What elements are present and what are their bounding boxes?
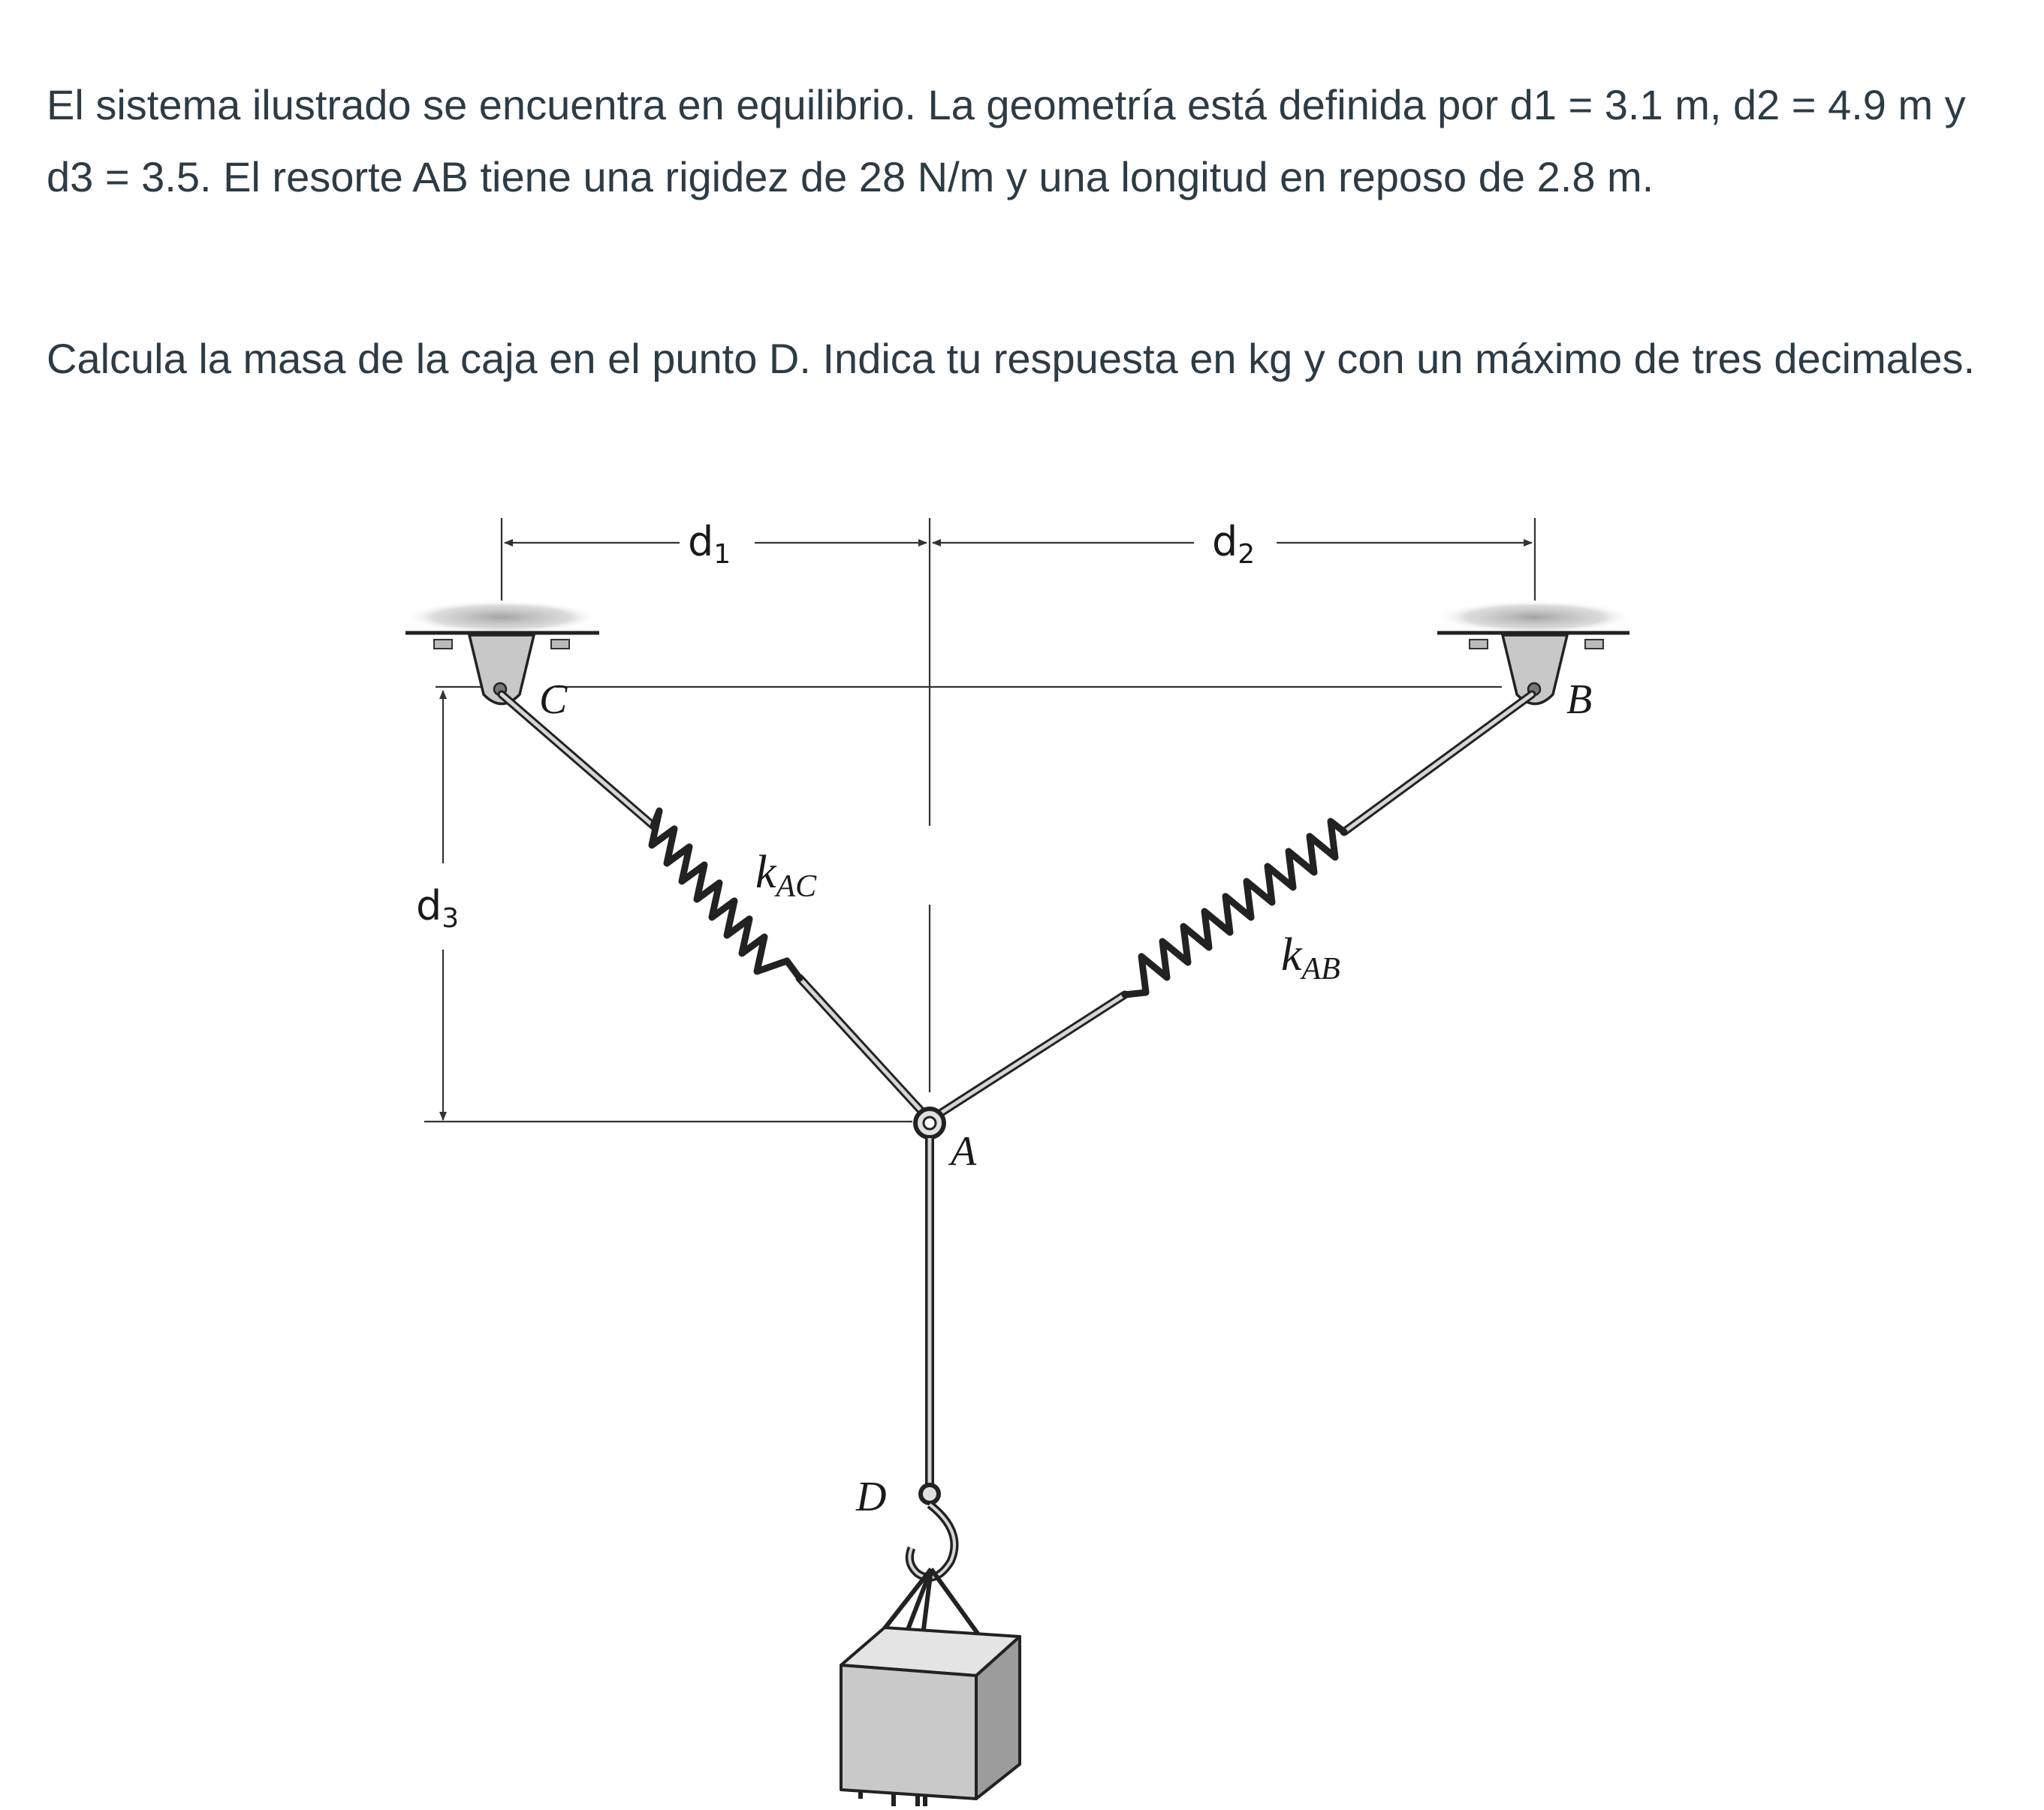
problem-statement: El sistema ilustrado se encuentra en equilibrio. La geometría está definida por d1 = 3.1 m, d2 = 4.9 m y d3 = 3.5. El resorte AB tiene una rigidez de 28 N/m y una longitud en reposo de 2.8 m. xyxy=(47,81,1966,200)
point-d-label: D xyxy=(856,1474,887,1520)
point-c-label: C xyxy=(539,676,568,723)
problem-question: Calcula la masa de la caja en el punto D. Indica tu respuesta en kg y con un máximo de tres decimales. xyxy=(47,335,1976,382)
ceiling-support-right xyxy=(1437,601,1632,704)
dim-d3-label: d3 xyxy=(416,882,460,934)
ring-a xyxy=(915,1109,944,1137)
cable-ab xyxy=(930,694,1532,1120)
hook-d xyxy=(909,1485,954,1577)
dim-d1-label: d1 xyxy=(688,518,731,570)
dim-d2-label: d2 xyxy=(1212,518,1256,570)
spring-ab-label: kAB xyxy=(1281,929,1340,986)
spring-ac-label: kAC xyxy=(755,847,817,904)
crate xyxy=(841,1628,1020,1799)
point-b-label: B xyxy=(1566,676,1593,723)
ceiling-support-left xyxy=(404,601,599,704)
point-a-label: A xyxy=(951,1128,977,1175)
dimension-lines xyxy=(424,518,1535,1122)
